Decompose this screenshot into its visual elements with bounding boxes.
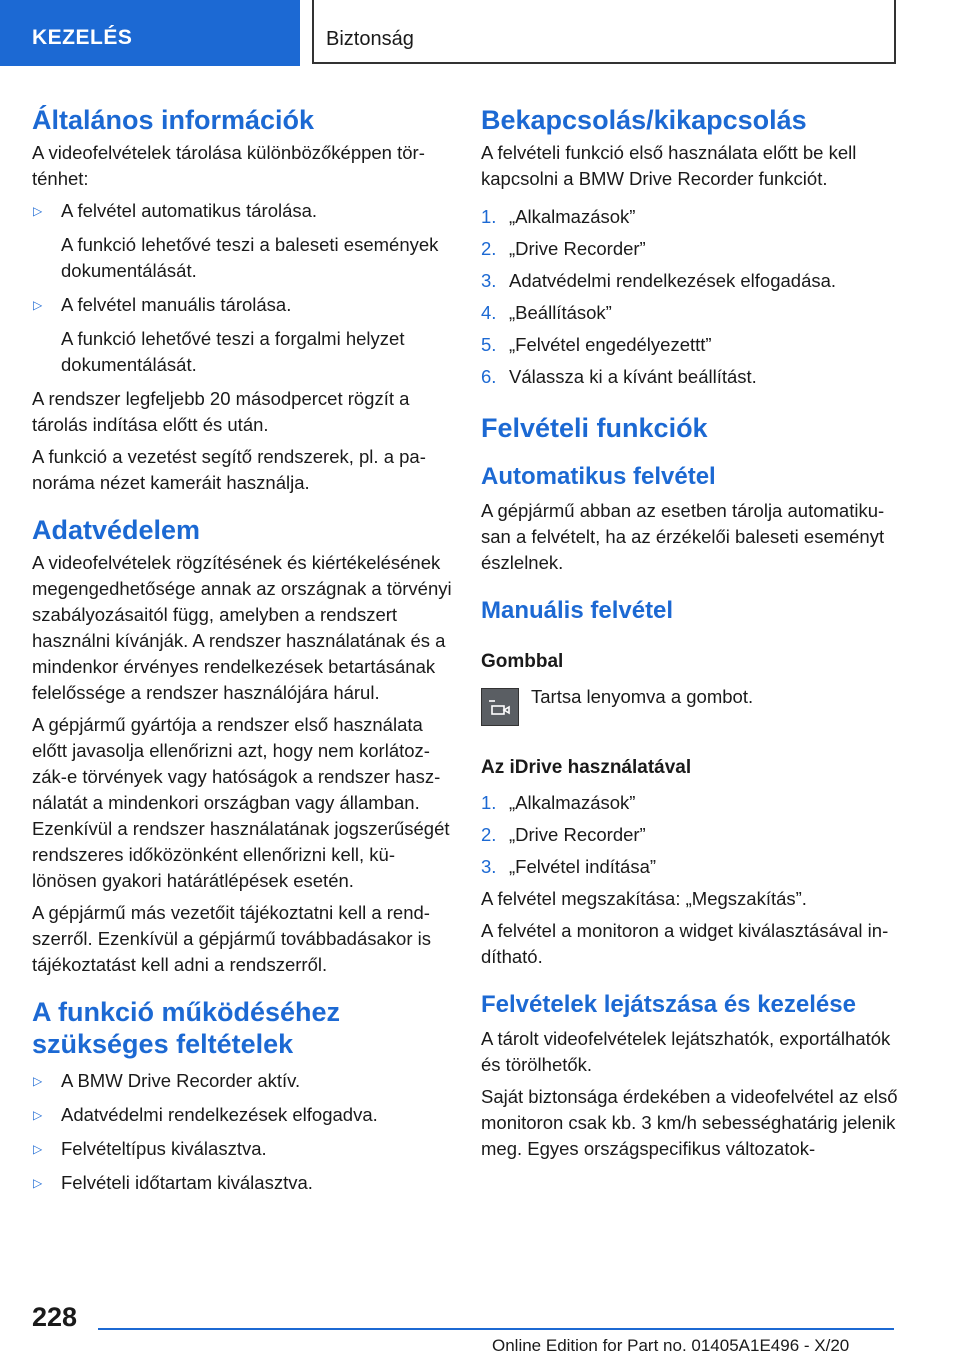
heading-manual-recording: Manuális felvétel (481, 597, 674, 624)
heading-general-info: Általános információk (32, 105, 315, 135)
page-number: 228 (32, 1302, 78, 1332)
triangle-bullet-icon: ▷ (33, 1176, 43, 1190)
footer-divider (98, 1328, 894, 1330)
numbered-item: 2. „Drive Recorder” (481, 238, 646, 259)
numbered-item: 6. Válassza ki a kívánt beállítást. (481, 366, 757, 387)
paragraph: A videofelvételek tárolása különbözőképpen történhet: (32, 142, 425, 189)
triangle-bullet-icon: ▷ (33, 1108, 43, 1122)
bullet-item: ▷ Felvételi időtartam kiválasztva. (32, 1170, 452, 1196)
numbered-item: 4. „Beállítások” (481, 302, 612, 323)
heading-on-off: Bekapcsolás/kikapcsolás (481, 105, 807, 135)
paragraph: A tárolt videofelvételek lejátszhatók, exportálhatók és törölhetők. (481, 1028, 891, 1075)
bullet-item: ▷ A felvétel manuális tárolása. (32, 292, 452, 318)
section-tab: KEZELÉS (0, 0, 300, 66)
bullet-item: ▷ Adatvédelmi rendelkezések elfogadva. (32, 1102, 452, 1128)
paragraph: A felvétel megszakítása: „Megszakítás”. (481, 888, 807, 909)
numbered-item: 3. „Felvétel indítása” (481, 856, 657, 877)
heading-recording-functions: Felvételi funkciók (481, 413, 708, 443)
subheading-idrive: Az iDrive használatával (481, 757, 692, 778)
paragraph: A gépjármű gyártója a rendszer első használata előtt javasolja ellenőrizni azt, hogy nem korlátozzák-e törvények vagy hatóságok a rendszer használatát a mindenkori országban vagy államban. Ezenkívül a rendszer használatának jogszerűségét rendszeres időközönként ellenőrizni kell, különösen gyakori határátlépések esetén. (32, 714, 450, 891)
left-column (32, 104, 452, 1204)
subheading-by-button: Gombbal (481, 651, 564, 672)
bullet-item: ▷ A felvétel automatikus tárolása. (32, 198, 452, 224)
triangle-bullet-icon: ▷ (33, 204, 43, 218)
bullet-item: ▷ Felvételtípus kiválasztva. (32, 1136, 452, 1162)
paragraph: A felvételi funkció első használata előtt be kell kapcsolni a BMW Drive Recorder funkciót. (481, 142, 857, 189)
paragraph: A rendszer legfeljebb 20 másodpercet rögzít a tárolás indítása előtt és után. (32, 388, 410, 435)
bullet-subtext: A funkció lehetővé teszi a baleseti események dokumentálását. (61, 234, 439, 281)
paragraph: A funkció a vezetést segítő rendszerek, pl. a panoráma nézet kameráit használja. (32, 446, 426, 493)
right-column (481, 104, 901, 1168)
paragraph: A felvétel a monitoron a widget kiválasztásával indítható. (481, 920, 889, 967)
button-instruction-text: Tartsa lenyomva a gombot. (531, 686, 754, 707)
heading-playback: Felvételek lejátszása és kezelése (481, 991, 856, 1018)
heading-requirements: A funkció működéséhez szükséges feltételek (32, 997, 341, 1059)
paragraph: A videofelvételek rögzítésének és kiértékelésének megengedhetősége annak az országnak a törvényi szabályozásaitól függ, amelyben a rendszert használni kívánják. A rendszer használatának és a mindenkor érvényes rendelkezések betartásának felelőssége a rendszer használójára hárul. (32, 552, 452, 703)
heading-automatic-recording: Automatikus felvétel (481, 463, 716, 490)
numbered-item: 1. „Alkalmazások” (481, 206, 636, 227)
triangle-bullet-icon: ▷ (33, 1074, 43, 1088)
paragraph: A gépjármű más vezetőit tájékoztatni kell a rendszerről. Ezenkívül a gépjármű továbbadásakor is tájékoztatást kell adni a rendszerről. (32, 902, 431, 975)
numbered-item: 3. Adatvédelmi rendelkezések elfogadása. (481, 270, 837, 291)
numbered-item: 5. „Felvétel engedélyezettt” (481, 334, 712, 355)
bullet-subtext: A funkció lehetővé teszi a forgalmi helyzet dokumentálását. (61, 328, 405, 375)
chapter-title: Biztonság (312, 0, 896, 64)
triangle-bullet-icon: ▷ (33, 1142, 43, 1156)
paragraph: A gépjármű abban az esetben tárolja automatikusan a felvételt, ha az érzékelői baleseti eseményt észlelnek. (481, 500, 885, 573)
triangle-bullet-icon: ▷ (33, 298, 43, 312)
paragraph: Saját biztonsága érdekében a videofelvétel az első monitoron csak kb. 3 km/h sebességhatárig jelenik meg. Egyes országspecifikus változatok- (481, 1086, 898, 1159)
button-instruction (481, 684, 901, 736)
heading-data-protection: Adatvédelem (32, 515, 201, 545)
numbered-item: 2. „Drive Recorder” (481, 824, 646, 845)
numbered-item: 1. „Alkalmazások” (481, 792, 636, 813)
bullet-item: ▷ A BMW Drive Recorder aktív. (32, 1068, 452, 1094)
footer-edition: Online Edition for Part no. 01405A1E496 - X/20 (492, 1336, 850, 1355)
record-button-icon (481, 688, 519, 726)
